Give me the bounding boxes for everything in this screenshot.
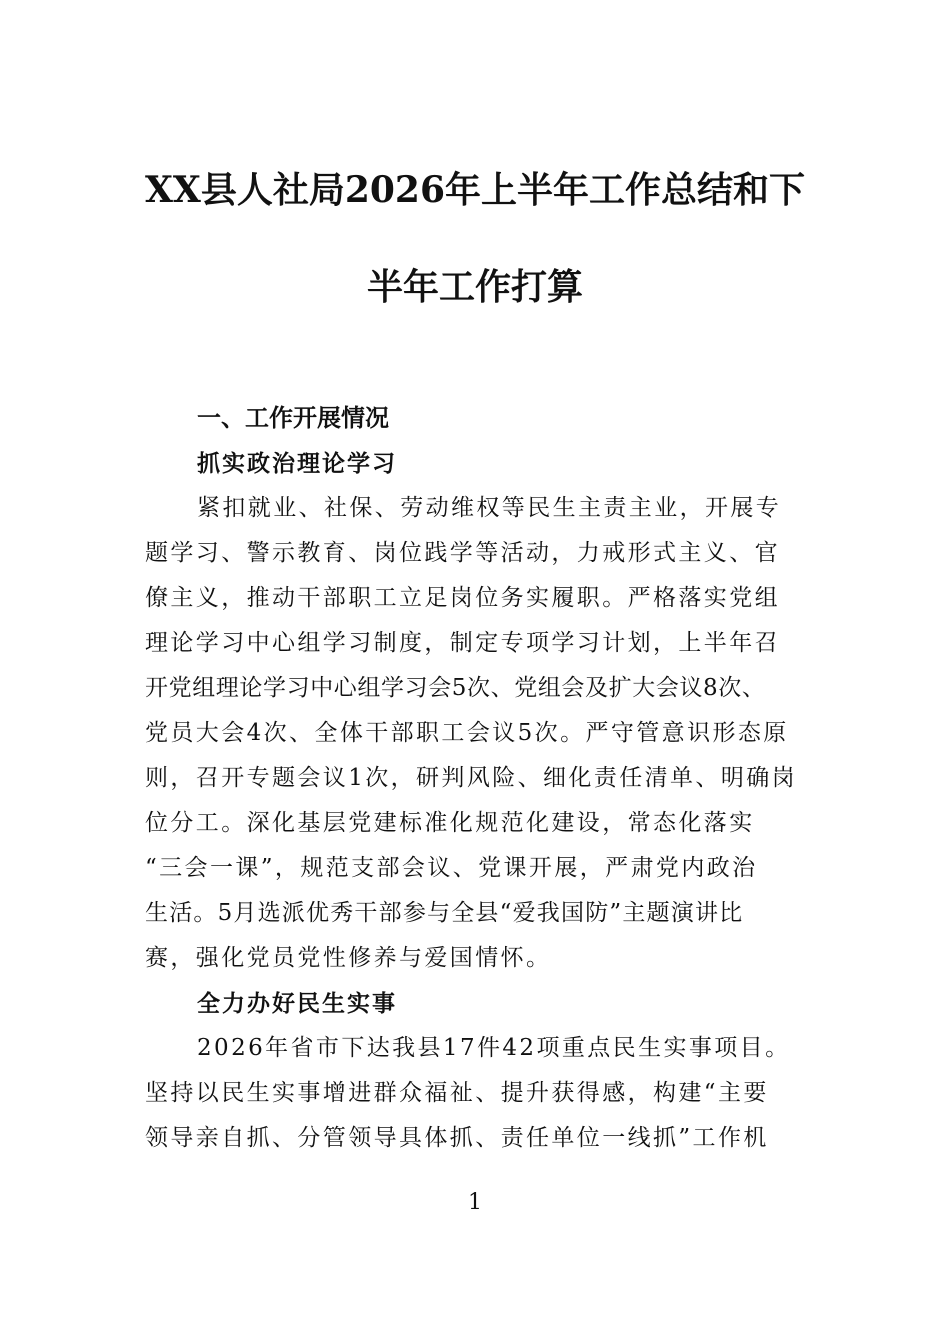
paragraph-line: 紧扣就业、社保、劳动维权等民生主责主业，开展专 xyxy=(197,495,782,521)
paragraph-line: “三会一课”，规范支部会议、党课开展，严肃党内政治 xyxy=(145,855,758,881)
document-body xyxy=(145,395,810,1161)
subsection-heading: 抓实政治理论学习 xyxy=(197,450,397,477)
page-number: 1 xyxy=(468,1190,482,1215)
paragraph-line: 党员大会4次、全体干部职工会议5次。严守管意识形态原 xyxy=(145,720,789,746)
paragraph-line: 坚持以民生实事增进群众福祉、提升获得感，构建“主要 xyxy=(145,1080,769,1106)
paragraph-line: 理论学习中心组学习制度，制定专项学习计划，上半年召 xyxy=(145,630,780,656)
document-title-line-2: 半年工作打算 xyxy=(366,266,583,308)
section-heading: 一、工作开展情况 xyxy=(197,404,389,432)
paragraph-line: 2026年省市下达我县17件42项重点民生实事项目。 xyxy=(197,1035,791,1061)
subsection-heading: 全力办好民生实事 xyxy=(197,990,397,1017)
paragraph xyxy=(145,1026,810,1161)
paragraph-line: 开党组理论学习中心组学习会5次、党组会及扩大会议8次、 xyxy=(145,675,766,701)
document-title-line-1: XX县人社局2026年上半年工作总结和下 xyxy=(144,169,806,211)
paragraph-line: 则，召开专题会议1次，研判风险、细化责任清单、明确岗 xyxy=(145,765,798,791)
paragraph-line: 赛，强化党员党性修养与爱国情怀。 xyxy=(145,945,552,971)
paragraph-line: 僚主义，推动干部职工立足岗位务实履职。严格落实党组 xyxy=(145,585,780,611)
paragraph xyxy=(145,486,810,981)
paragraph-line: 位分工。深化基层党建标准化规范化建设，常态化落实 xyxy=(145,810,755,836)
paragraph-line: 题学习、警示教育、岗位践学等活动，力戒形式主义、官 xyxy=(145,540,780,566)
paragraph-line: 领导亲自抓、分管领导具体抓、责任单位一线抓”工作机 xyxy=(145,1125,769,1151)
paragraph-line: 生活。5月选派优秀干部参与全县“爱我国防”主题演讲比 xyxy=(145,900,744,926)
